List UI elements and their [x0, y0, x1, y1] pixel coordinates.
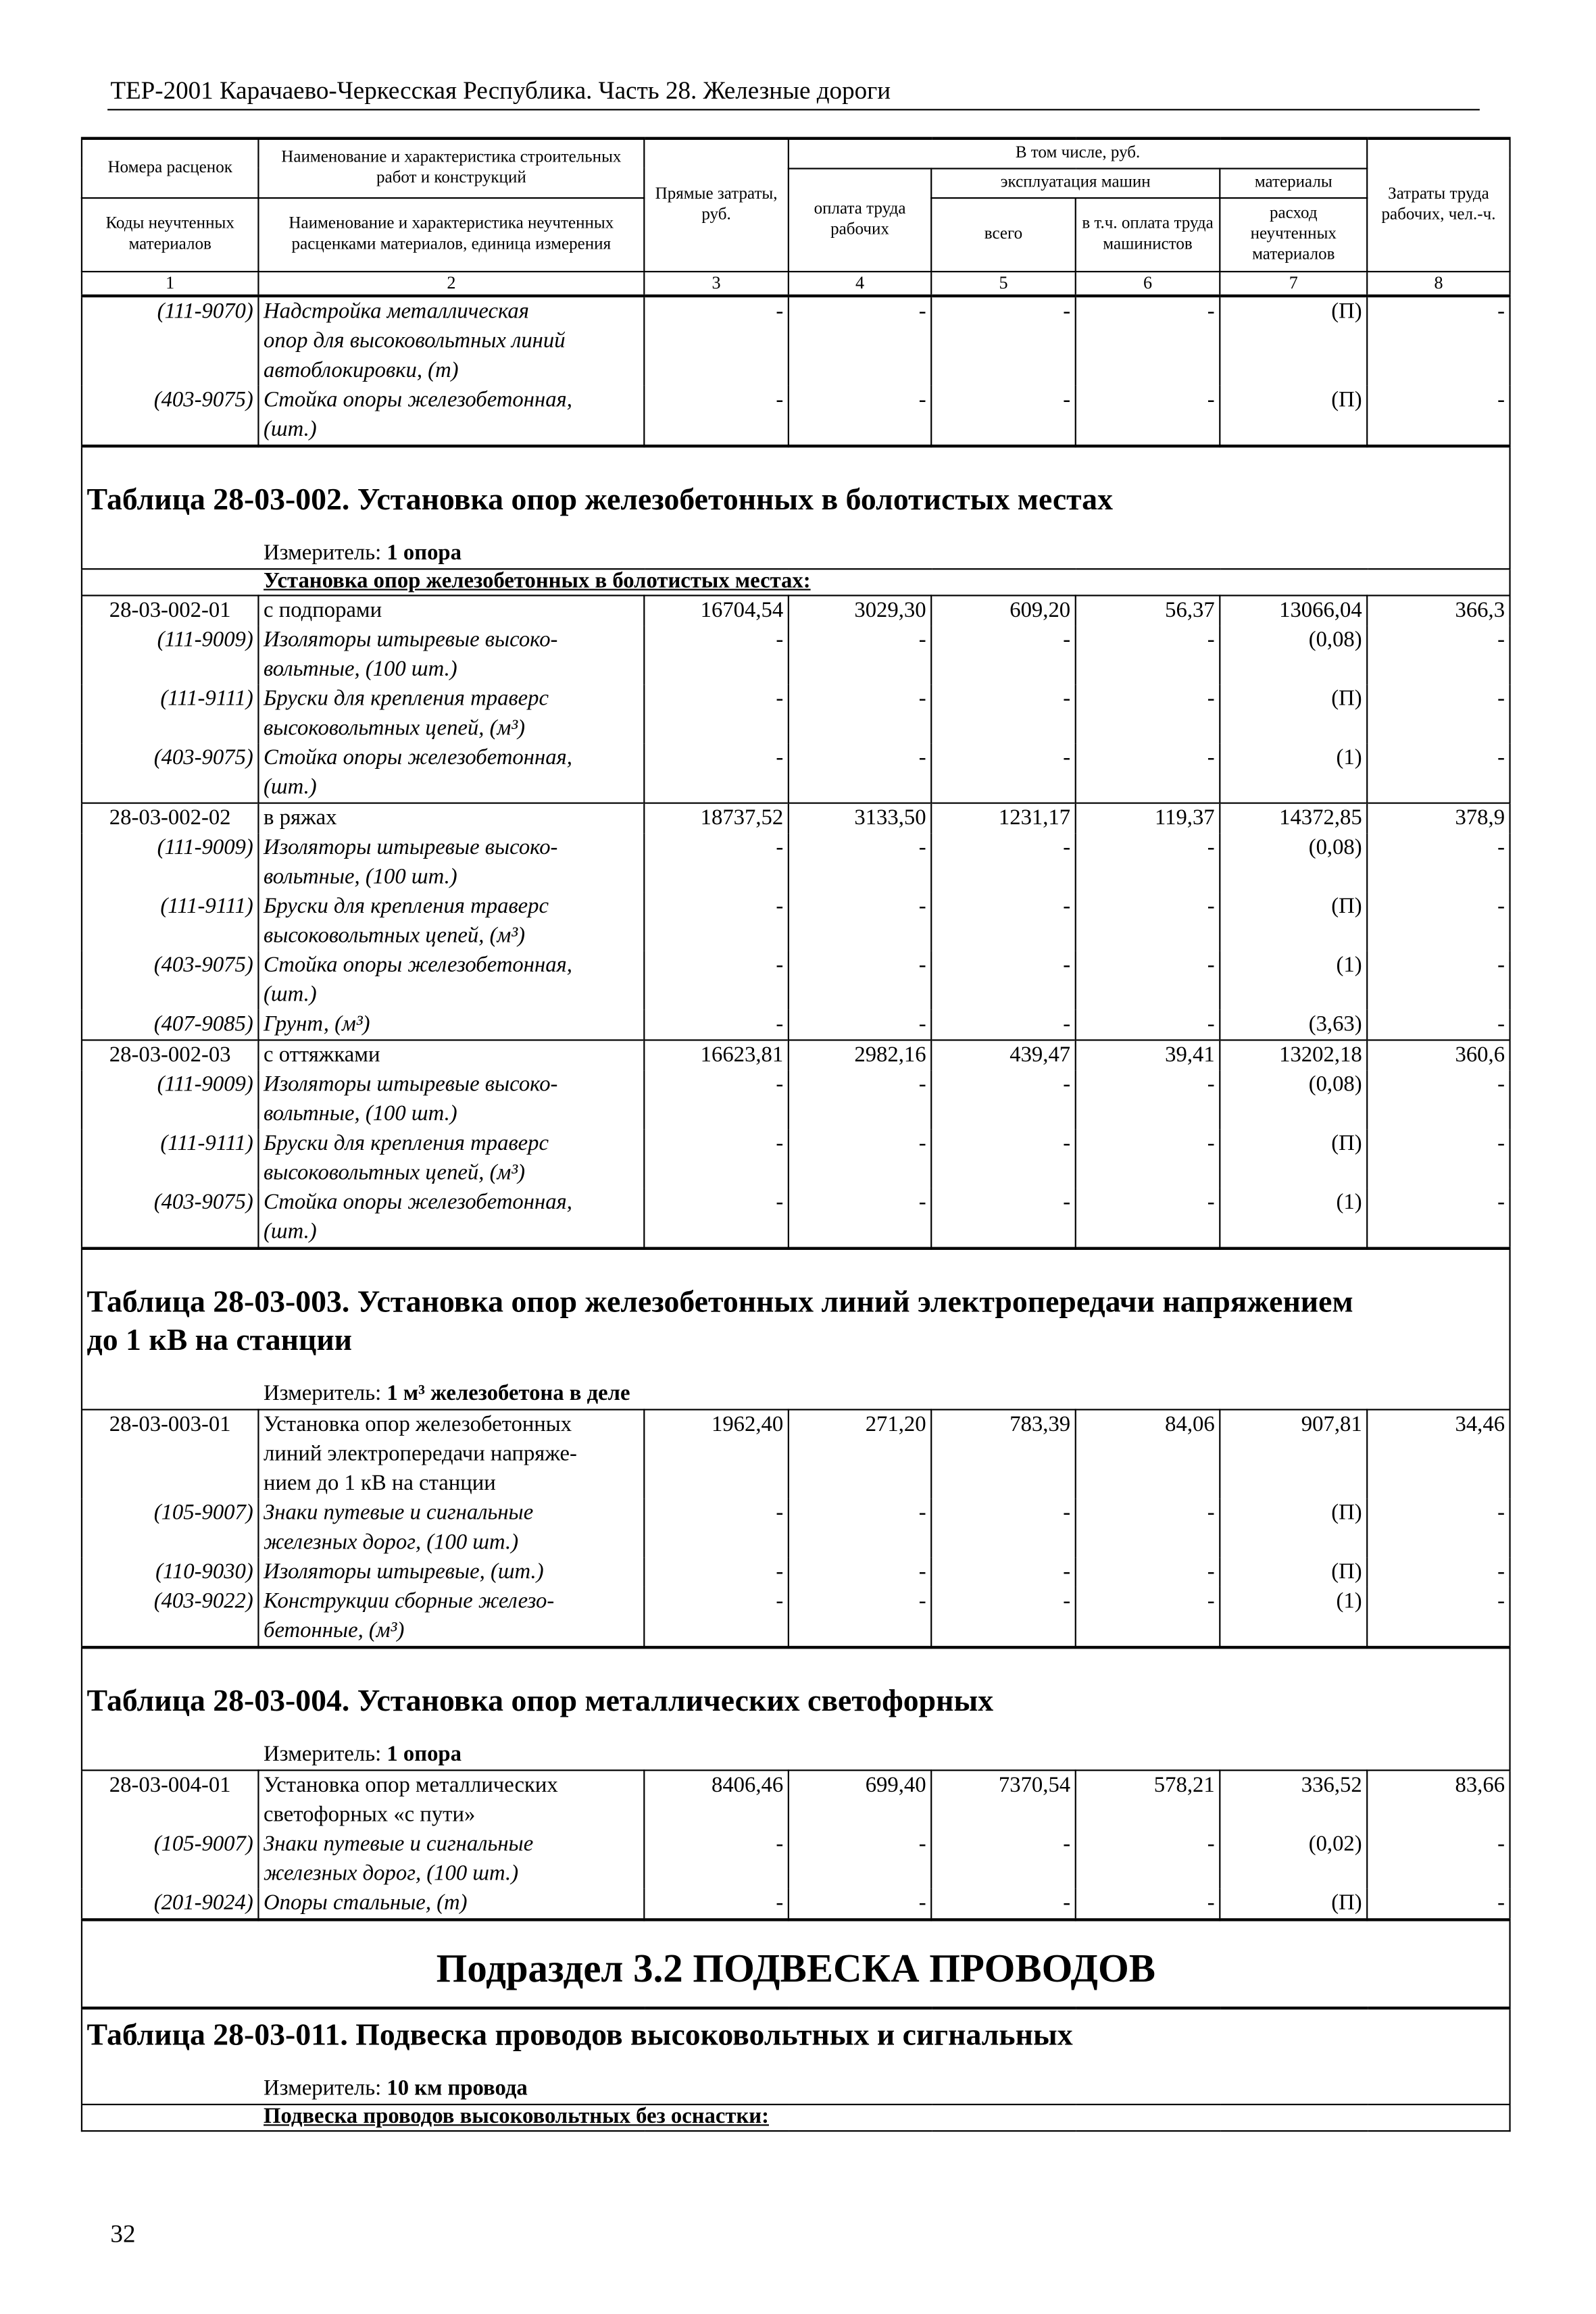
value-cell: 360,6 [1367, 1039, 1510, 1070]
col-header-work-name: Наименование и характеристика строительных работ и конструкций [258, 139, 644, 197]
value-cell: - [644, 832, 789, 891]
name-cell: Стойка опоры железобетонная, (шт.) [258, 743, 644, 802]
value-cell: 83,66 [1367, 1769, 1510, 1829]
value-cell: - [931, 1498, 1076, 1557]
value-cell: (П) [1220, 1128, 1367, 1187]
value-cell: - [1367, 891, 1510, 950]
material-row [82, 1128, 1510, 1187]
code-cell: 28-03-002-03 [82, 1039, 258, 1070]
material-row [82, 1888, 1510, 1919]
unit-value: 1 опора [386, 1742, 462, 1766]
rate-row [82, 1769, 1510, 1829]
name-cell: Бруски для крепления траверс высоковольтных цепей, (м³) [258, 891, 644, 950]
value-cell: - [931, 1557, 1076, 1586]
code-cell: (111-9009) [82, 625, 258, 684]
material-row [82, 385, 1510, 445]
value-cell: 3029,30 [789, 595, 931, 625]
value-cell: - [931, 951, 1076, 1009]
value-cell: 39,41 [1076, 1039, 1220, 1070]
value-cell: - [931, 1009, 1076, 1040]
value-cell: 271,20 [789, 1409, 931, 1498]
value-cell: - [789, 891, 931, 950]
column-number: 8 [1367, 271, 1510, 295]
value-cell: - [789, 1557, 931, 1586]
value-cell: - [644, 1888, 789, 1919]
code-cell: (201-9024) [82, 1888, 258, 1919]
value-cell: 378,9 [1367, 803, 1510, 833]
unit-value: 1 опора [386, 540, 462, 565]
name-cell: Стойка опоры железобетонная, (шт.) [258, 385, 644, 445]
table-title: Таблица 28-03-003. Установка опор железобетонных линий электропередачи напряжением до 1 кВ на станции [86, 1282, 1353, 1357]
value-cell: - [931, 1888, 1076, 1919]
unit-value: 1 м³ железобетона в деле [386, 1381, 630, 1405]
code-cell: (403-9075) [82, 385, 258, 445]
value-cell: - [1367, 1009, 1510, 1040]
value-cell: 907,81 [1220, 1409, 1367, 1498]
value-cell: - [931, 385, 1076, 445]
code-cell: (110-9030) [82, 1557, 258, 1586]
value-cell: - [1076, 1888, 1220, 1919]
material-row [82, 1498, 1510, 1557]
code-cell: 28-03-002-01 [82, 595, 258, 625]
group-heading: Установка опор железобетонных в болотистых местах: [82, 568, 1510, 595]
table-title-row [82, 1248, 1510, 1409]
value-cell: (1) [1220, 951, 1367, 1009]
name-cell: Знаки путевые и сигнальные железных дорог, (100 шт.) [258, 1498, 644, 1557]
value-cell: - [1367, 832, 1510, 891]
table-title: Таблица 28-03-002. Установка опор железобетонных в болотистых местах [86, 480, 1113, 516]
material-row [82, 295, 1510, 385]
material-row [82, 625, 1510, 684]
value-cell: - [644, 1557, 789, 1586]
value-cell: - [931, 891, 1076, 950]
unit-value: 10 км провода [386, 2076, 528, 2101]
code-cell: (105-9007) [82, 1498, 258, 1557]
material-row [82, 684, 1510, 743]
name-cell: Опоры стальные, (т) [258, 1888, 644, 1919]
value-cell: - [789, 1888, 931, 1919]
value-cell: - [789, 832, 931, 891]
name-cell: Надстройка металлическая опор для высоковольтных линий автоблокировки, (т) [258, 295, 644, 385]
name-cell: Изоляторы штыревые высоко- вольтные, (100 шт.) [258, 1070, 644, 1128]
material-row [82, 1829, 1510, 1888]
value-cell: (П) [1220, 295, 1367, 385]
value-cell: - [1076, 1557, 1220, 1586]
value-cell: - [789, 1187, 931, 1247]
code-cell: (403-9075) [82, 951, 258, 1009]
value-cell: (П) [1220, 1557, 1367, 1586]
value-cell: - [789, 385, 931, 445]
name-cell: Конструкции сборные железо- бетонные, (м³) [258, 1586, 644, 1646]
material-row [82, 891, 1510, 950]
code-cell: (403-9075) [82, 743, 258, 802]
value-cell: - [1367, 385, 1510, 445]
value-cell: 13066,04 [1220, 595, 1367, 625]
value-cell: - [1367, 1888, 1510, 1919]
value-cell: - [1367, 684, 1510, 743]
code-cell: (111-9111) [82, 1128, 258, 1187]
name-cell: Бруски для крепления траверс высоковольтных цепей, (м³) [258, 1128, 644, 1187]
value-cell: - [789, 684, 931, 743]
name-cell: Изоляторы штыревые высоко- вольтные, (100 шт.) [258, 625, 644, 684]
value-cell: - [644, 951, 789, 1009]
rate-row [82, 1409, 1510, 1498]
name-cell: в ряжах [258, 803, 644, 833]
value-cell: 2982,16 [789, 1039, 931, 1070]
value-cell: 14372,85 [1220, 803, 1367, 833]
value-cell: - [789, 1498, 931, 1557]
value-cell: - [644, 891, 789, 950]
value-cell: (3,63) [1220, 1009, 1367, 1040]
column-number: 7 [1220, 271, 1367, 295]
name-cell: Стойка опоры железобетонная, (шт.) [258, 951, 644, 1009]
value-cell: 3133,50 [789, 803, 931, 833]
value-cell: (П) [1220, 1888, 1367, 1919]
value-cell: - [1076, 295, 1220, 385]
value-cell: - [1076, 684, 1220, 743]
material-row [82, 1009, 1510, 1040]
name-cell: с подпорами [258, 595, 644, 625]
value-cell: - [789, 951, 931, 1009]
code-cell: 28-03-002-02 [82, 803, 258, 833]
table-title-row [82, 2007, 1510, 2104]
value-cell: (1) [1220, 743, 1367, 802]
value-cell: - [1076, 385, 1220, 445]
col-header-material-codes: Коды неучтенных материалов [82, 197, 258, 271]
col-header-material-consumption: расход неучтенных материалов [1220, 197, 1367, 271]
material-row [82, 1586, 1510, 1646]
value-cell: - [789, 295, 931, 385]
column-number: 6 [1076, 271, 1220, 295]
col-header-operator-wages: в т.ч. оплата труда машинистов [1076, 197, 1220, 271]
code-cell: (403-9022) [82, 1586, 258, 1646]
value-cell: - [1076, 1070, 1220, 1128]
col-header-material-names: Наименование и характеристика неучтенных расценками материалов, единица измерения [258, 197, 644, 271]
value-cell: - [1076, 1498, 1220, 1557]
unit-label: Измеритель: [264, 1381, 387, 1405]
name-cell: с оттяжками [258, 1039, 644, 1070]
value-cell: - [789, 1070, 931, 1128]
name-cell: Установка опор железобетонных линий электропередачи напряже- нием до 1 кВ на станции [258, 1409, 644, 1498]
value-cell: - [644, 625, 789, 684]
value-cell: - [1076, 1128, 1220, 1187]
table-title-row [82, 1646, 1510, 1769]
code-cell: 28-03-003-01 [82, 1409, 258, 1498]
value-cell: 56,37 [1076, 595, 1220, 625]
column-number: 2 [258, 271, 644, 295]
value-cell: - [1076, 743, 1220, 802]
value-cell: - [931, 684, 1076, 743]
col-header-wages: оплата труда рабочих [789, 168, 931, 271]
rate-row [82, 1039, 1510, 1070]
unit-of-measure [87, 2053, 1505, 2103]
unit-label: Измеритель: [264, 1742, 387, 1766]
value-cell: 783,39 [931, 1409, 1076, 1498]
value-cell: 609,20 [931, 595, 1076, 625]
value-cell: - [644, 743, 789, 802]
code-cell: (407-9085) [82, 1009, 258, 1040]
col-header-rate-numbers: Номера расценок [82, 139, 258, 197]
rate-row [82, 803, 1510, 833]
value-cell: 16623,81 [644, 1039, 789, 1070]
value-cell: - [931, 1070, 1076, 1128]
value-cell: - [1076, 1829, 1220, 1888]
value-cell: - [789, 1829, 931, 1888]
value-cell: - [1367, 951, 1510, 1009]
name-cell: Грунт, (м³) [258, 1009, 644, 1040]
value-cell: 34,46 [1367, 1409, 1510, 1498]
value-cell: - [1367, 625, 1510, 684]
name-cell: Стойка опоры железобетонная, (шт.) [258, 1187, 644, 1247]
material-row [82, 832, 1510, 891]
value-cell: - [1076, 1586, 1220, 1646]
rates-table [81, 137, 1511, 2131]
value-cell: - [644, 684, 789, 743]
value-cell: 84,06 [1076, 1409, 1220, 1498]
value-cell: - [644, 1829, 789, 1888]
value-cell: 13202,18 [1220, 1039, 1367, 1070]
header-rule [107, 109, 1480, 110]
code-cell: (403-9075) [82, 1187, 258, 1247]
page-number: 32 [110, 2219, 136, 2248]
value-cell: - [931, 625, 1076, 684]
material-row [82, 1070, 1510, 1128]
value-cell: - [789, 1128, 931, 1187]
value-cell: - [644, 1070, 789, 1128]
code-cell: (111-9111) [82, 891, 258, 950]
value-cell: 119,37 [1076, 803, 1220, 833]
value-cell: - [644, 1498, 789, 1557]
value-cell: - [1367, 1498, 1510, 1557]
code-cell: (111-9111) [82, 684, 258, 743]
table-title-row [82, 445, 1510, 568]
col-header-including: В том числе, руб. [789, 139, 1367, 168]
value-cell: - [789, 1009, 931, 1040]
value-cell: - [644, 1586, 789, 1646]
value-cell: - [1076, 1009, 1220, 1040]
col-header-labor: Затраты труда рабочих, чел.-ч. [1367, 139, 1510, 271]
value-cell: - [1367, 1187, 1510, 1247]
value-cell: 1962,40 [644, 1409, 789, 1498]
group-heading: Подвеска проводов высоковольтных без оснастки: [82, 2104, 1510, 2130]
table-title: Таблица 28-03-011. Подвеска проводов высоковольтных и сигнальных [86, 2016, 1073, 2052]
value-cell: (0,02) [1220, 1829, 1367, 1888]
name-cell: Знаки путевые и сигнальные железных дорог, (100 шт.) [258, 1829, 644, 1888]
group-heading-row [82, 2104, 1510, 2130]
value-cell: 7370,54 [931, 1769, 1076, 1829]
column-number: 1 [82, 271, 258, 295]
group-heading-row [82, 568, 1510, 595]
value-cell: 1231,17 [931, 803, 1076, 833]
value-cell: - [1367, 1557, 1510, 1586]
value-cell: 439,47 [931, 1039, 1076, 1070]
value-cell: 16704,54 [644, 595, 789, 625]
value-cell: (0,08) [1220, 832, 1367, 891]
code-cell: 28-03-004-01 [82, 1769, 258, 1829]
material-row [82, 1557, 1510, 1586]
code-cell: (111-9009) [82, 832, 258, 891]
column-number: 5 [931, 271, 1076, 295]
material-row [82, 1187, 1510, 1247]
value-cell: - [1076, 891, 1220, 950]
column-number: 4 [789, 271, 931, 295]
col-header-materials: материалы [1220, 168, 1367, 197]
value-cell: - [1367, 1586, 1510, 1646]
value-cell: (П) [1220, 385, 1367, 445]
value-cell: - [931, 1586, 1076, 1646]
value-cell: - [644, 1009, 789, 1040]
value-cell: (1) [1220, 1187, 1367, 1247]
subsection-title: Подраздел 3.2 ПОДВЕСКА ПРОВОДОВ [436, 1945, 1155, 1990]
value-cell: - [1076, 1187, 1220, 1247]
value-cell: - [644, 295, 789, 385]
value-cell: - [1367, 295, 1510, 385]
name-cell: Изоляторы штыревые высоко- вольтные, (100 шт.) [258, 832, 644, 891]
value-cell: - [931, 832, 1076, 891]
value-cell: - [931, 1829, 1076, 1888]
unit-of-measure [87, 518, 1505, 568]
value-cell: 578,21 [1076, 1769, 1220, 1829]
value-cell: - [1367, 1829, 1510, 1888]
value-cell: (0,08) [1220, 1070, 1367, 1128]
value-cell: - [644, 385, 789, 445]
unit-of-measure [87, 1358, 1505, 1408]
code-cell: (105-9007) [82, 1829, 258, 1888]
value-cell: (0,08) [1220, 625, 1367, 684]
value-cell: - [644, 1187, 789, 1247]
name-cell: Бруски для крепления траверс высоковольтных цепей, (м³) [258, 684, 644, 743]
material-row [82, 743, 1510, 802]
table-title: Таблица 28-03-004. Установка опор металлических светофорных [86, 1682, 994, 1717]
subsection-row [82, 1919, 1510, 2007]
value-cell: 366,3 [1367, 595, 1510, 625]
col-header-direct-costs: Прямые затраты, руб. [644, 139, 789, 271]
value-cell: - [931, 295, 1076, 385]
column-number: 3 [644, 271, 789, 295]
code-cell: (111-9009) [82, 1070, 258, 1128]
value-cell: (П) [1220, 1498, 1367, 1557]
value-cell: 336,52 [1220, 1769, 1367, 1829]
rate-row [82, 595, 1510, 625]
name-cell: Установка опор металлических светофорных «с пути» [258, 1769, 644, 1829]
value-cell: - [931, 1128, 1076, 1187]
value-cell: - [1076, 832, 1220, 891]
unit-of-measure [87, 1719, 1505, 1769]
unit-label: Измеритель: [264, 2076, 387, 2101]
code-cell: (111-9070) [82, 295, 258, 385]
material-row [82, 951, 1510, 1009]
value-cell: (П) [1220, 891, 1367, 950]
value-cell: (1) [1220, 1586, 1367, 1646]
value-cell: (П) [1220, 684, 1367, 743]
value-cell: 18737,52 [644, 803, 789, 833]
value-cell: - [1076, 625, 1220, 684]
value-cell: - [1367, 743, 1510, 802]
value-cell: - [931, 743, 1076, 802]
unit-label: Измеритель: [264, 540, 387, 565]
value-cell: - [644, 1128, 789, 1187]
value-cell: - [789, 625, 931, 684]
value-cell: - [1367, 1070, 1510, 1128]
value-cell: 8406,46 [644, 1769, 789, 1829]
value-cell: 699,40 [789, 1769, 931, 1829]
value-cell: - [931, 1187, 1076, 1247]
name-cell: Изоляторы штыревые, (шт.) [258, 1557, 644, 1586]
col-header-machines-total: всего [931, 197, 1076, 271]
value-cell: - [789, 1586, 931, 1646]
value-cell: - [789, 743, 931, 802]
value-cell: - [1076, 951, 1220, 1009]
col-header-machines: эксплуатация машин [931, 168, 1220, 197]
value-cell: - [1367, 1128, 1510, 1187]
running-header: ТЕР-2001 Карачаево-Черкесская Республика. Часть 28. Железные дороги [110, 76, 891, 105]
